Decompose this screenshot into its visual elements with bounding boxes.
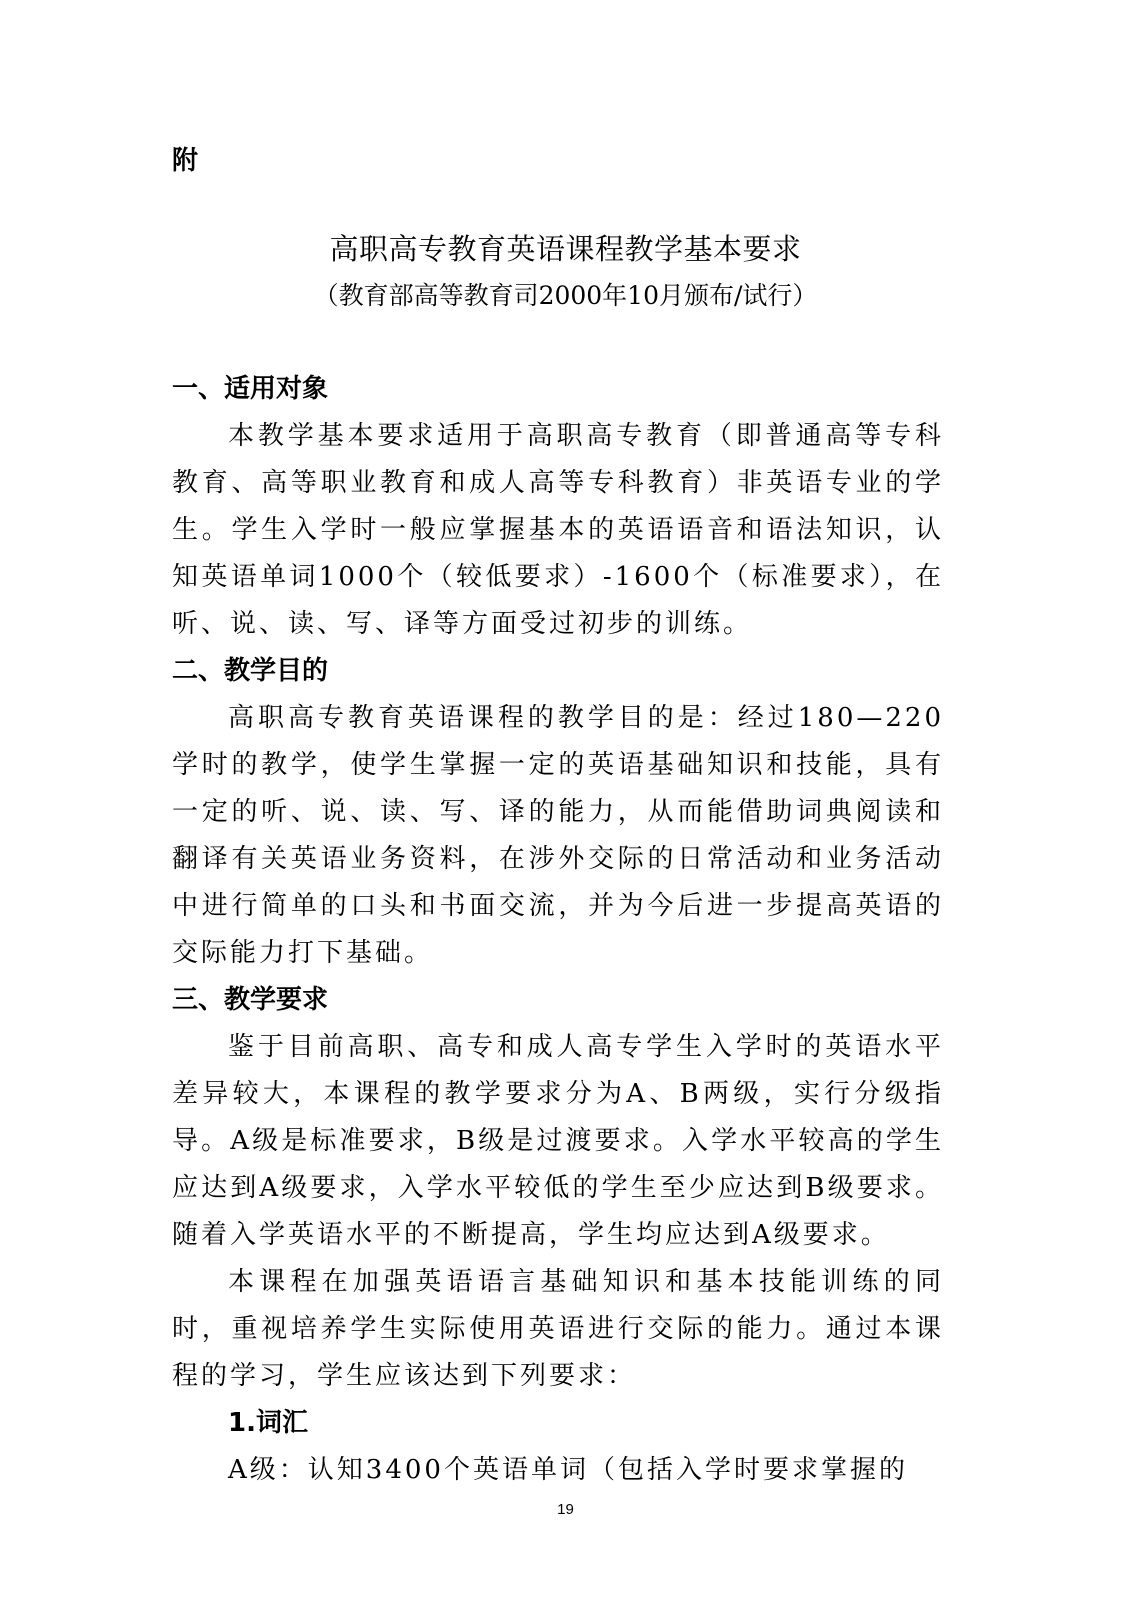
section-heading: 三、教学要求 (172, 985, 329, 1015)
section-teaching-requirements (172, 977, 944, 1494)
section-heading: 二、教学目的 (172, 656, 329, 686)
page-number: 19 (557, 1501, 574, 1518)
section-paragraph: A级：认知3400个英语单词（包括入学时要求掌握的 (228, 1455, 908, 1485)
subsection-heading-vocabulary: 1.词汇 (228, 1408, 308, 1438)
document-title: 高职高专教育英语课程教学基本要求 (329, 232, 802, 266)
section-paragraph: 鉴于目前高职、高专和成人高专学生入学时的英语水平差异较大，本课程的教学要求分为A、B两级，实行分级指导。A级是标准要求，B级是过渡要求。入学水平较高的学生应达到A级要求，入学水平较低的学生至少应达到B级要求。随着入学英语水平的不断提高，学生均应达到A级要求。 (172, 1032, 944, 1250)
section-paragraph: 本教学基本要求适用于高职高专教育（即普通高等专科教育、高等职业教育和成人高等专科教育）非英语专业的学生。学生入学时一般应掌握基本的英语语音和语法知识，认知英语单词1000个（较低要求）-1600个（标准要求），在听、说、读、写、译等方面受过初步的训练。 (172, 421, 944, 639)
document-subtitle: （教育部高等教育司2000年10月颁布/试行） (313, 281, 818, 310)
document-body (172, 366, 944, 1494)
annex-label: 附 (172, 146, 199, 176)
section-paragraph: 本课程在加强英语语言基础知识和基本技能训练的同时，重视培养学生实际使用英语进行交际的能力。通过本课程的学习，学生应该达到下列要求： (172, 1267, 944, 1391)
section-applicable-objects (172, 366, 944, 648)
section-heading: 一、适用对象 (172, 374, 329, 404)
section-teaching-purpose (172, 648, 944, 977)
section-paragraph: 高职高专教育英语课程的教学目的是：经过180—220学时的教学，使学生掌握一定的英语基础知识和技能，具有一定的听、说、读、写、译的能力，从而能借助词典阅读和翻译有关英语业务资料，在涉外交际的日常活动和业务活动中进行简单的口头和书面交流，并为今后进一步提高英语的交际能力打下基础。 (172, 703, 944, 968)
